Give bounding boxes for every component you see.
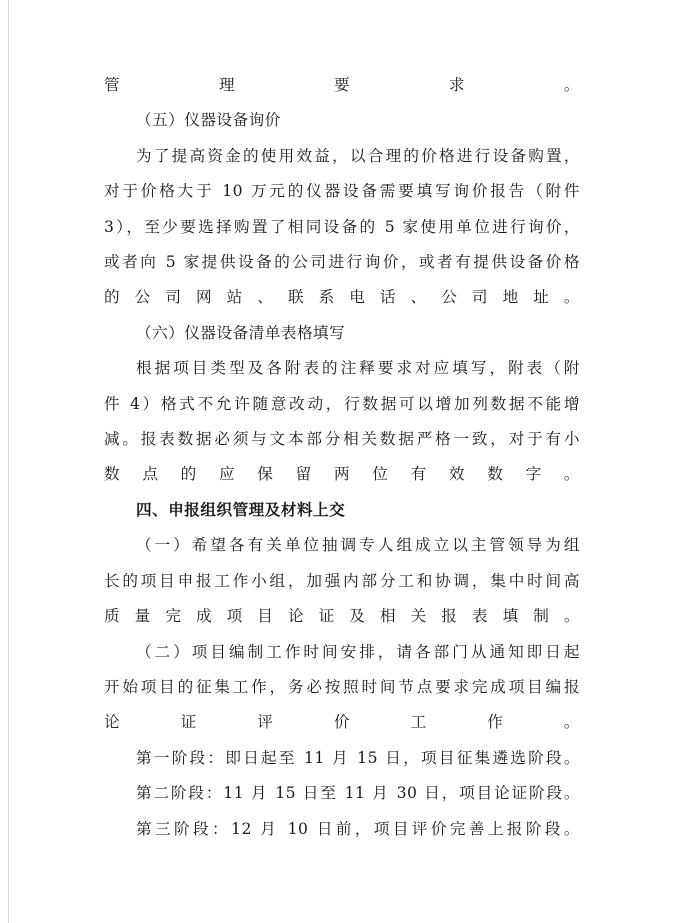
- text-line: 减。报表数据必须与文本部分相关数据严格一致，对于有小: [104, 430, 580, 449]
- subheading-equipment-inquiry: [104, 103, 580, 138]
- paragraph-equipment-list: [104, 351, 580, 493]
- text-line: 质量完成项目论证及相关报表填制。: [104, 607, 580, 626]
- text-line: 第三阶段：12 月 10 日前，项目评价完善上报阶段。: [136, 819, 580, 838]
- text-line: 3），至少要选择购置了相同设备的 5 家使用单位进行询价，: [104, 217, 580, 236]
- text-line: 第一阶段：即日起至 11 月 15 日，项目征集遴选阶段。: [136, 748, 580, 767]
- phase-one: [104, 741, 580, 776]
- text-line: 第二阶段：11 月 15 日至 11 月 30 日，项目论证阶段。: [136, 784, 580, 803]
- section-heading-organization: [104, 493, 580, 528]
- paragraph-equipment-inquiry: [104, 139, 580, 316]
- subheading-equipment-list: [104, 316, 580, 351]
- text-line: 的公司网站、联系电话、公司地址。: [104, 288, 580, 307]
- text-line: （一）希望各有关单位抽调专人组成立以主管领导为组: [136, 536, 580, 555]
- text-line: （六）仪器设备清单表格填写: [136, 323, 346, 342]
- text-line: 数点的应保留两位有效数字。: [104, 465, 580, 484]
- document-body: [104, 68, 580, 847]
- text-line: （五）仪器设备询价: [136, 111, 281, 130]
- paragraph-working-group: [104, 528, 580, 634]
- text-line: 或者向 5 家提供设备的公司进行询价，或者有提供设备价格: [104, 253, 580, 272]
- text-line: 长的项目申报工作小组，加强内部分工和协调，集中时间高: [104, 571, 580, 590]
- text-line: 论证评价工作。: [104, 713, 580, 732]
- phase-two: [104, 776, 580, 811]
- paragraph-continuation: [104, 68, 580, 103]
- text-line: 根据项目类型及各附表的注释要求对应填写，附表（附: [136, 359, 580, 378]
- text-line: 对于价格大于 10 万元的仪器设备需要填写询价报告（附件: [104, 182, 580, 201]
- page-left-border: [8, 0, 9, 923]
- text-line: 四、申报组织管理及材料上交: [136, 500, 346, 519]
- phase-three: [104, 812, 580, 847]
- text-line: 为了提高资金的使用效益，以合理的价格进行设备购置，: [136, 146, 580, 165]
- text-line: （二）项目编制工作时间安排，请各部门从通知即日起: [136, 642, 580, 661]
- text-line: 管理要求。: [104, 76, 580, 94]
- text-line: 开始项目的征集工作，务必按照时间节点要求完成项目编报: [104, 677, 580, 696]
- text-line: 件 4）格式不允许随意改动，行数据可以增加列数据不能增: [104, 394, 580, 413]
- paragraph-schedule: [104, 635, 580, 741]
